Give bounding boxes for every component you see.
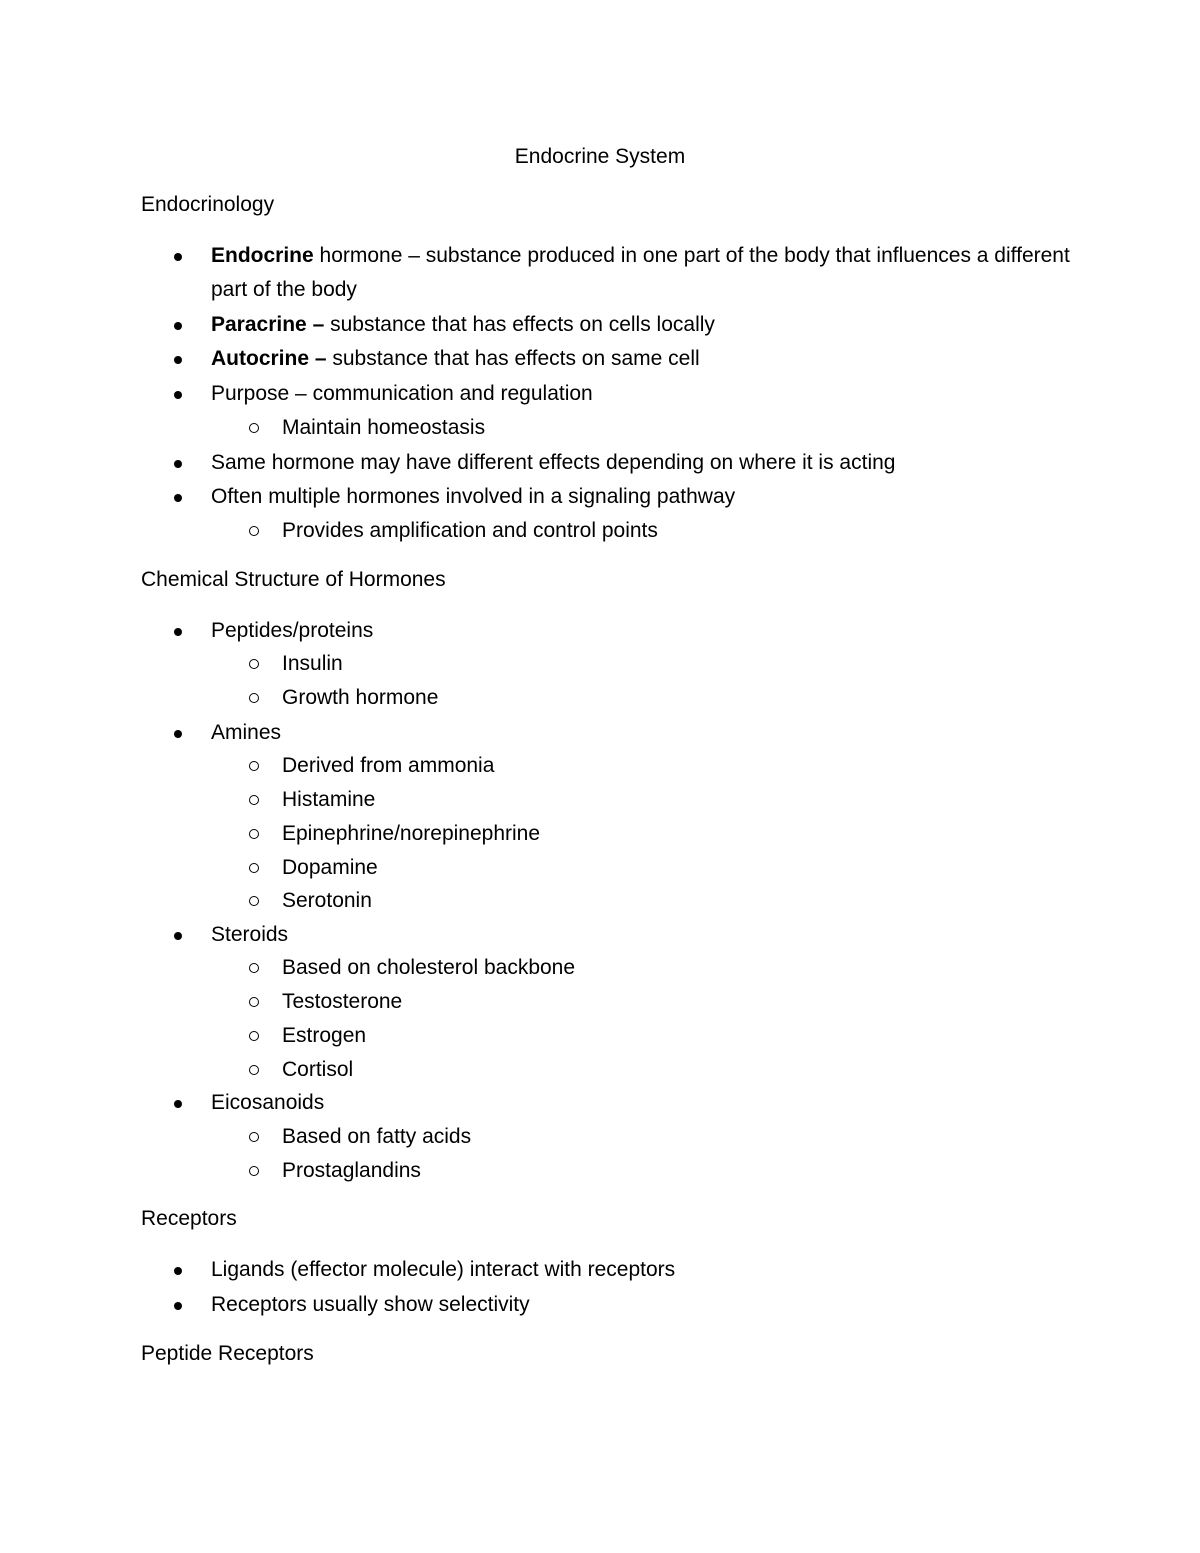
sub-item xyxy=(282,1019,1082,1053)
list-item-eicosanoids xyxy=(211,1086,1081,1120)
sub-item-text: Derived from ammonia xyxy=(282,754,495,777)
hollow-circle-bullet-icon xyxy=(249,1065,259,1075)
list-item-same-hormone xyxy=(211,446,1081,480)
bullet-icon xyxy=(174,391,182,399)
list-item-autocrine xyxy=(211,342,1081,376)
bullet-icon xyxy=(174,356,182,364)
hollow-circle-bullet-icon xyxy=(249,1166,259,1176)
bullet-icon xyxy=(174,460,182,468)
list-item-peptides xyxy=(211,614,1081,648)
bullet-icon xyxy=(174,494,182,502)
list-item-amines xyxy=(211,716,1081,750)
sub-item-text: Insulin xyxy=(282,652,343,675)
document-title: Endocrine System xyxy=(514,145,686,168)
bullet-icon xyxy=(174,322,182,330)
list-item-text: Steroids xyxy=(211,923,289,946)
list-item-endocrine xyxy=(211,239,1081,307)
sub-item-text: Cortisol xyxy=(282,1058,354,1081)
hollow-circle-bullet-icon xyxy=(249,863,259,873)
hollow-circle-bullet-icon xyxy=(249,761,259,771)
definition-paracrine: substance that has effects on cells locally xyxy=(324,313,715,336)
list-item-multiple-hormones xyxy=(211,480,1081,514)
list-item-steroids xyxy=(211,918,1081,952)
bullet-icon xyxy=(174,628,182,636)
sub-item xyxy=(282,1120,1082,1154)
bullet-icon xyxy=(174,1302,182,1310)
list-item-text: Receptors usually show selectivity xyxy=(211,1293,530,1316)
hollow-circle-bullet-icon xyxy=(249,526,259,536)
sub-item xyxy=(282,884,1082,918)
sub-item-text: Histamine xyxy=(282,788,376,811)
list-item-selectivity xyxy=(211,1288,1081,1322)
list-item-text: Peptides/proteins xyxy=(211,619,374,642)
section-heading-peptide-receptors: Peptide Receptors xyxy=(141,1342,314,1365)
term-autocrine: Autocrine – xyxy=(211,347,327,370)
sub-item-text: Growth hormone xyxy=(282,686,439,709)
definition-endocrine: hormone – substance produced in one part of the body that influences a different part of the body xyxy=(211,244,1070,301)
list-item-text: Amines xyxy=(211,721,282,744)
sub-item xyxy=(282,851,1082,885)
sub-item-text: Based on cholesterol backbone xyxy=(282,956,576,979)
sub-item xyxy=(282,985,1082,1019)
sub-item-text: Epinephrine/norepinephrine xyxy=(282,822,541,845)
list-item-text: Ligands (effector molecule) interact with receptors xyxy=(211,1258,676,1281)
term-endocrine: Endocrine xyxy=(211,244,314,267)
sub-item-text: Provides amplification and control points xyxy=(282,519,658,542)
hollow-circle-bullet-icon xyxy=(249,1031,259,1041)
hollow-circle-bullet-icon xyxy=(249,693,259,703)
section-heading-endocrinology: Endocrinology xyxy=(141,193,275,216)
sub-item xyxy=(282,783,1082,817)
sub-item xyxy=(282,411,1082,445)
sub-item xyxy=(282,647,1082,681)
sub-item xyxy=(282,681,1082,715)
list-item-text: Eicosanoids xyxy=(211,1091,325,1114)
sub-item-text: Serotonin xyxy=(282,889,372,912)
sub-item xyxy=(282,1053,1082,1087)
list-item-text: Often multiple hormones involved in a signaling pathway xyxy=(211,485,736,508)
sub-item-text: Testosterone xyxy=(282,990,403,1013)
section-heading-chemical-structure: Chemical Structure of Hormones xyxy=(141,568,446,591)
sub-item-text: Based on fatty acids xyxy=(282,1125,472,1148)
list-item-ligands xyxy=(211,1253,1081,1287)
hollow-circle-bullet-icon xyxy=(249,795,259,805)
hollow-circle-bullet-icon xyxy=(249,423,259,433)
sub-item-text: Dopamine xyxy=(282,856,378,879)
section-heading-receptors: Receptors xyxy=(141,1207,237,1230)
sub-item-text: Estrogen xyxy=(282,1024,367,1047)
list-item-text: Purpose – communication and regulation xyxy=(211,382,593,405)
hollow-circle-bullet-icon xyxy=(249,963,259,973)
sub-item-text: Maintain homeostasis xyxy=(282,416,486,439)
bullet-icon xyxy=(174,253,182,261)
bullet-icon xyxy=(174,932,182,940)
hollow-circle-bullet-icon xyxy=(249,659,259,669)
hollow-circle-bullet-icon xyxy=(249,829,259,839)
list-item-text: Same hormone may have different effects depending on where it is acting xyxy=(211,451,896,474)
sub-item-text: Prostaglandins xyxy=(282,1159,421,1182)
sub-item xyxy=(282,749,1082,783)
sub-item xyxy=(282,514,1082,548)
list-item-paracrine xyxy=(211,308,1081,342)
sub-item xyxy=(282,951,1082,985)
sub-item xyxy=(282,1154,1082,1188)
term-paracrine: Paracrine – xyxy=(211,313,325,336)
hollow-circle-bullet-icon xyxy=(249,896,259,906)
list-item-purpose xyxy=(211,377,1081,411)
hollow-circle-bullet-icon xyxy=(249,1132,259,1142)
bullet-icon xyxy=(174,1100,182,1108)
sub-item xyxy=(282,817,1082,851)
hollow-circle-bullet-icon xyxy=(249,997,259,1007)
bullet-icon xyxy=(174,1267,182,1275)
bullet-icon xyxy=(174,730,182,738)
definition-autocrine: substance that has effects on same cell xyxy=(326,347,700,370)
